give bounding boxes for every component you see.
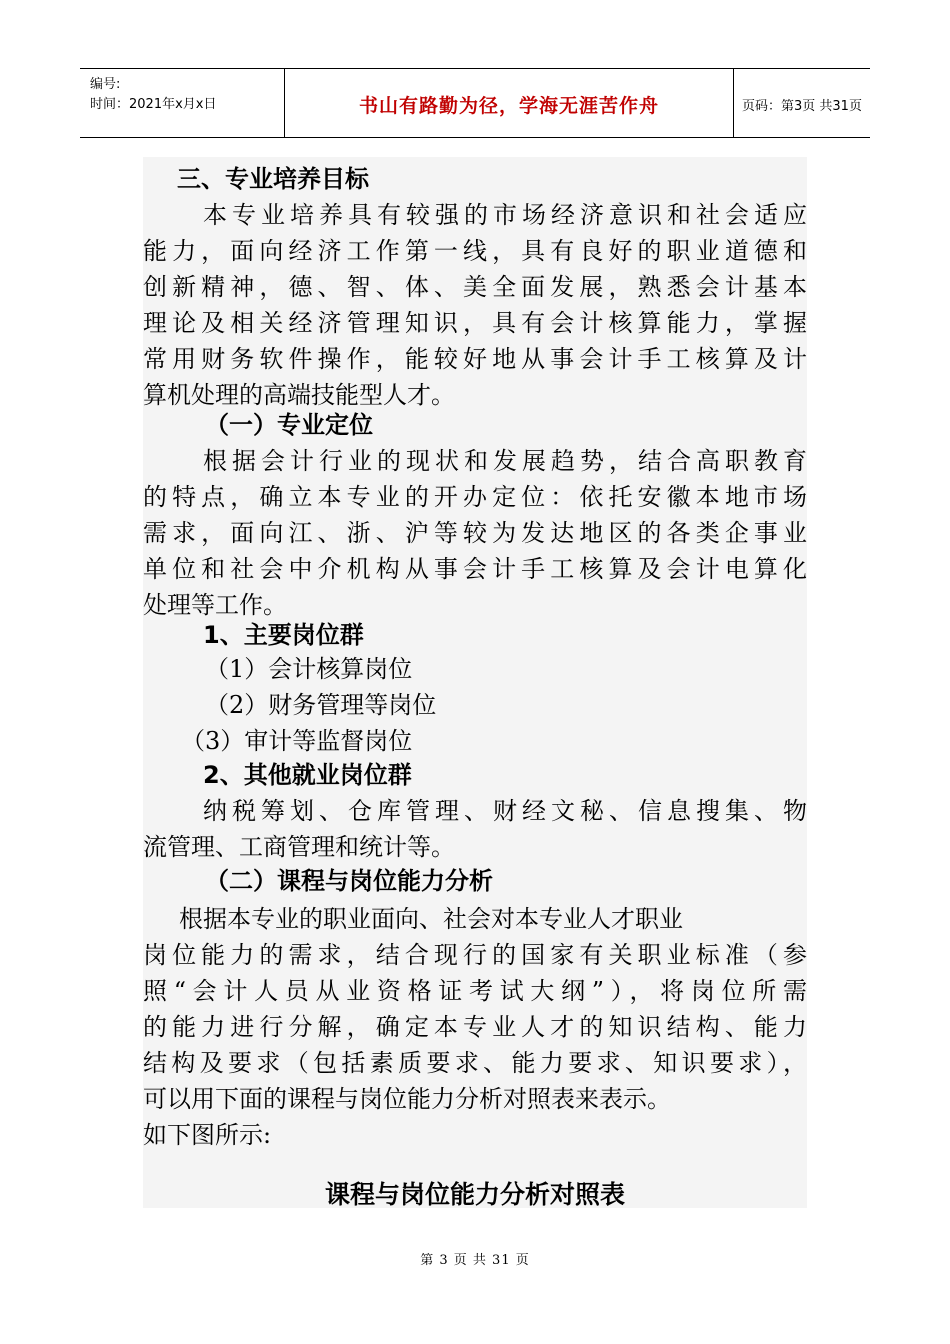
date-line: 时间：2021年x月x日	[90, 97, 217, 112]
section-heading: 三、专业培养目标	[177, 165, 369, 193]
paragraph-line: 的特点，确立本专业的开办定位：依托安徽本地市场	[143, 483, 807, 511]
page-header	[80, 68, 870, 138]
list-item: （2）财务管理等岗位	[205, 691, 437, 719]
document-body	[143, 157, 807, 1208]
serial-label: 编号:	[90, 77, 121, 92]
paragraph-line: 流管理、工商管理和统计等。	[143, 833, 455, 861]
paragraph-line: 纳税筹划、仓库管理、财经文秘、信息搜集、物	[203, 797, 807, 825]
paragraph-line: 照“会计人员从业资格证考试大纲”），将岗位所需	[143, 977, 807, 1005]
motto-text: 书山有路勤为径，学海无涯苦作舟	[358, 95, 659, 117]
paragraph-line: 结构及要求（包括素质要求、能力要求、知识要求），	[143, 1049, 807, 1077]
paragraph-line: 根据本专业的职业面向、社会对本专业人才职业	[179, 905, 683, 933]
paragraph-line: 本专业培养具有较强的市场经济意识和社会适应	[203, 201, 807, 229]
paragraph-line: 单位和社会中介机构从事会计手工核算及会计电算化	[143, 555, 807, 583]
header-motto-cell	[284, 69, 734, 137]
paragraph-line: 创新精神，德、智、体、美全面发展，熟悉会计基本	[143, 273, 807, 301]
subsection-heading: （二）课程与岗位能力分析	[205, 867, 493, 895]
list-item: （3）审计等监督岗位	[181, 727, 413, 755]
paragraph-line: 算机处理的高端技能型人才。	[143, 381, 455, 409]
paragraph-line: 常用财务软件操作，能较好地从事会计手工核算及计	[143, 345, 807, 373]
paragraph-line: 根据会计行业的现状和发展趋势，结合高职教育	[203, 447, 807, 475]
subsection-heading: （一）专业定位	[205, 411, 373, 439]
header-page-cell	[732, 69, 870, 137]
paragraph-line: 能力，面向经济工作第一线，具有良好的职业道德和	[143, 237, 807, 265]
paragraph-line: 需求，面向江、浙、沪等较为发达地区的各类企事业	[143, 519, 807, 547]
list-heading: 1、主要岗位群	[203, 621, 364, 649]
paragraph-line: 理论及相关经济管理知识，具有会计核算能力，掌握	[143, 309, 807, 337]
list-item: （1）会计核算岗位	[205, 655, 413, 683]
list-heading: 2、其他就业岗位群	[203, 761, 412, 789]
paragraph-line: 岗位能力的需求，结合现行的国家有关职业标准（参	[143, 941, 807, 969]
paragraph-line: 可以用下面的课程与岗位能力分析对照表来表示。	[143, 1085, 671, 1113]
header-meta-cell	[80, 69, 284, 137]
table-title: 课程与岗位能力分析对照表	[324, 1180, 625, 1209]
page-info: 页码：第3页 共31页	[742, 99, 862, 114]
paragraph-line: 处理等工作。	[143, 591, 287, 619]
paragraph-line: 的能力进行分解，确定本专业人才的知识结构、能力	[143, 1013, 807, 1041]
paragraph-line: 如下图所示:	[143, 1121, 272, 1149]
page-footer: 第 3 页 共 31 页	[420, 1253, 530, 1268]
